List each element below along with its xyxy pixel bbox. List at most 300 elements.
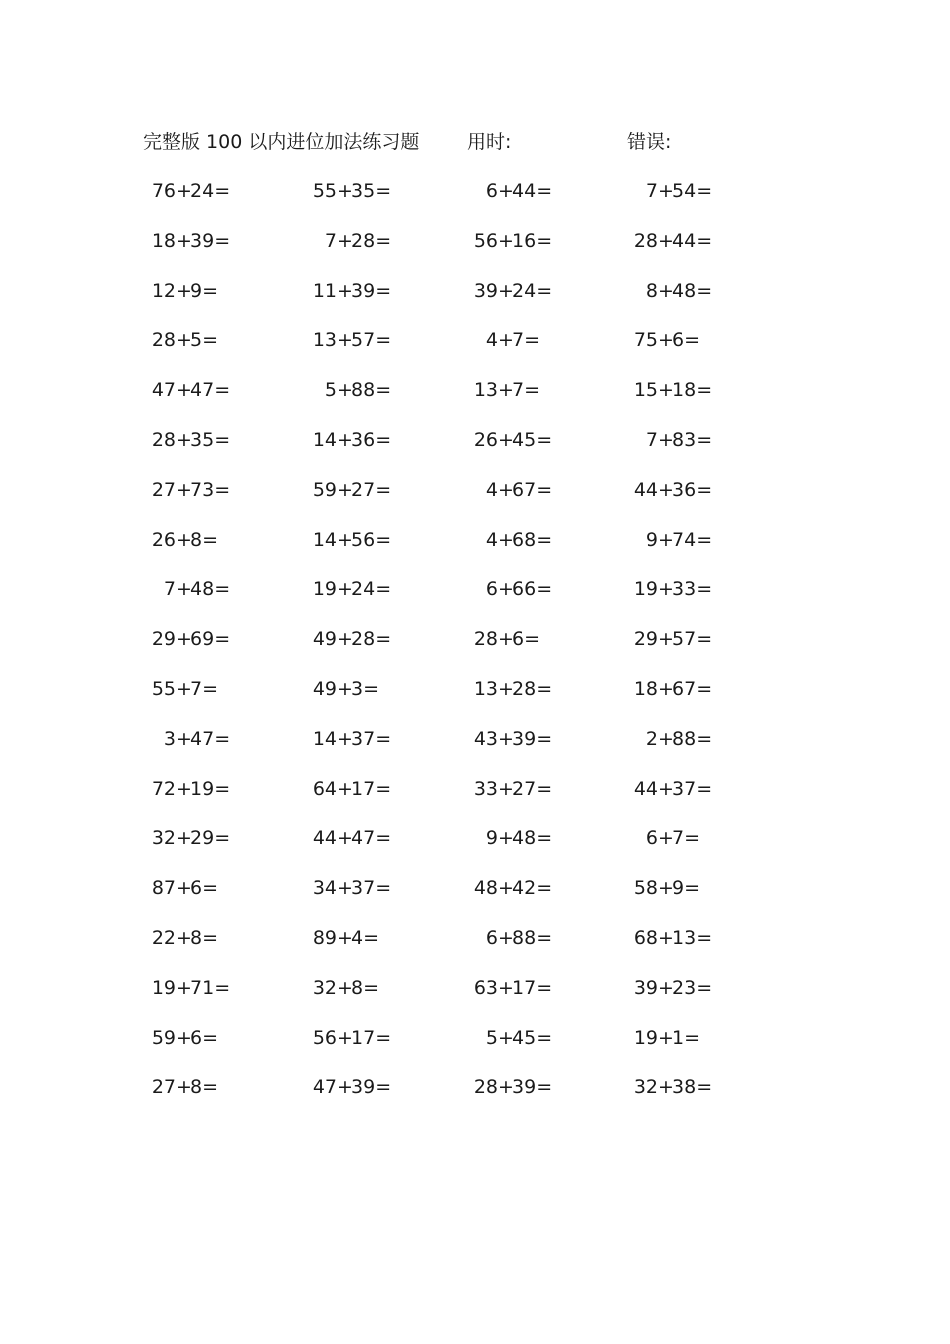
equals-sign: = — [536, 677, 553, 700]
addition-problem — [462, 375, 552, 405]
equals-sign: = — [375, 628, 392, 651]
first-addend: 39 — [633, 976, 658, 999]
first-addend: 33 — [473, 777, 498, 800]
equals-sign: = — [696, 926, 713, 949]
equals-sign: = — [536, 279, 553, 302]
equals-sign: = — [696, 777, 713, 800]
second-addend: 5 — [190, 329, 203, 352]
second-addend: 47 — [351, 827, 376, 850]
first-addend: 63 — [473, 976, 498, 999]
plus-sign: + — [658, 877, 674, 900]
second-addend: 48 — [672, 279, 697, 302]
second-addend: 42 — [512, 877, 537, 900]
plus-sign: + — [498, 628, 514, 651]
addition-problem — [301, 1023, 391, 1053]
equals-sign: = — [214, 578, 231, 601]
first-addend: 11 — [312, 279, 337, 302]
second-addend: 56 — [351, 528, 376, 551]
plus-sign: + — [658, 329, 674, 352]
second-addend: 29 — [190, 827, 215, 850]
problem-row — [0, 973, 950, 1023]
second-addend: 8 — [190, 926, 203, 949]
equals-sign: = — [202, 329, 219, 352]
first-addend: 32 — [151, 827, 176, 850]
addition-problem — [462, 176, 552, 206]
second-addend: 47 — [190, 379, 215, 402]
plus-sign: + — [337, 926, 353, 949]
problem-row — [0, 873, 950, 923]
first-addend: 14 — [312, 528, 337, 551]
first-addend: 28 — [151, 329, 176, 352]
plus-sign: + — [176, 827, 192, 850]
first-addend: 9 — [645, 528, 658, 551]
equals-sign: = — [363, 677, 380, 700]
addition-problem — [622, 276, 712, 306]
first-addend: 13 — [312, 329, 337, 352]
plus-sign: + — [337, 528, 353, 551]
plus-sign: + — [498, 329, 514, 352]
equals-sign: = — [536, 926, 553, 949]
equals-sign: = — [375, 1026, 392, 1049]
problem-row — [0, 276, 950, 326]
addition-problem — [622, 425, 712, 455]
plus-sign: + — [176, 777, 192, 800]
equals-sign: = — [214, 229, 231, 252]
equals-sign: = — [536, 777, 553, 800]
addition-problem — [140, 325, 230, 355]
second-addend: 83 — [672, 428, 697, 451]
addition-problem — [622, 475, 712, 505]
second-addend: 48 — [512, 827, 537, 850]
plus-sign: + — [658, 578, 674, 601]
second-addend: 33 — [672, 578, 697, 601]
second-addend: 39 — [351, 279, 376, 302]
first-addend: 27 — [151, 478, 176, 501]
addition-problem — [462, 1072, 552, 1102]
equals-sign: = — [214, 727, 231, 750]
addition-problem — [622, 724, 712, 754]
plus-sign: + — [498, 428, 514, 451]
plus-sign: + — [498, 677, 514, 700]
first-addend: 7 — [324, 229, 337, 252]
equals-sign: = — [696, 528, 713, 551]
problem-row — [0, 774, 950, 824]
problem-row — [0, 1023, 950, 1073]
second-addend: 8 — [190, 1076, 203, 1099]
addition-problem — [301, 176, 391, 206]
second-addend: 19 — [190, 777, 215, 800]
first-addend: 18 — [633, 677, 658, 700]
first-addend: 26 — [151, 528, 176, 551]
second-addend: 67 — [672, 677, 697, 700]
second-addend: 4 — [351, 926, 364, 949]
plus-sign: + — [337, 727, 353, 750]
plus-sign: + — [658, 827, 674, 850]
addition-problem — [622, 674, 712, 704]
plus-sign: + — [176, 180, 192, 202]
addition-problem — [462, 823, 552, 853]
first-addend: 19 — [633, 1026, 658, 1049]
equals-sign: = — [375, 877, 392, 900]
equals-sign: = — [524, 379, 541, 402]
equals-sign: = — [202, 1026, 219, 1049]
second-addend: 73 — [190, 478, 215, 501]
plus-sign: + — [658, 1076, 674, 1099]
plus-sign: + — [337, 229, 353, 252]
second-addend: 7 — [672, 827, 685, 850]
equals-sign: = — [536, 428, 553, 451]
equals-sign: = — [375, 229, 392, 252]
equals-sign: = — [202, 926, 219, 949]
plus-sign: + — [498, 777, 514, 800]
second-addend: 7 — [190, 677, 203, 700]
equals-sign: = — [536, 827, 553, 850]
plus-sign: + — [498, 578, 514, 601]
plus-sign: + — [498, 478, 514, 501]
addition-problem — [462, 674, 552, 704]
equals-sign: = — [214, 428, 231, 451]
equals-sign: = — [696, 628, 713, 651]
equals-sign: = — [214, 976, 231, 999]
second-addend: 17 — [351, 1026, 376, 1049]
equals-sign: = — [363, 926, 380, 949]
first-addend: 59 — [312, 478, 337, 501]
equals-sign: = — [696, 229, 713, 252]
addition-problem — [301, 923, 391, 953]
plus-sign: + — [176, 727, 192, 750]
plus-sign: + — [498, 379, 514, 402]
first-addend: 26 — [473, 428, 498, 451]
addition-problem — [622, 325, 712, 355]
first-addend: 56 — [473, 229, 498, 252]
plus-sign: + — [658, 777, 674, 800]
first-addend: 32 — [312, 976, 337, 999]
plus-sign: + — [337, 1076, 353, 1099]
plus-sign: + — [658, 628, 674, 651]
addition-problem — [462, 973, 552, 1003]
equals-sign: = — [363, 976, 380, 999]
second-addend: 37 — [351, 727, 376, 750]
first-addend: 48 — [473, 877, 498, 900]
first-addend: 55 — [151, 677, 176, 700]
addition-problem — [462, 574, 552, 604]
first-addend: 44 — [312, 827, 337, 850]
second-addend: 16 — [512, 229, 537, 252]
addition-problem — [622, 375, 712, 405]
first-addend: 12 — [151, 279, 176, 302]
plus-sign: + — [337, 677, 353, 700]
first-addend: 76 — [151, 180, 176, 202]
plus-sign: + — [498, 279, 514, 302]
addition-problem — [301, 226, 391, 256]
addition-problem — [301, 375, 391, 405]
addition-problem — [140, 973, 230, 1003]
plus-sign: + — [498, 926, 514, 949]
second-addend: 27 — [512, 777, 537, 800]
first-addend: 7 — [163, 578, 176, 601]
first-addend: 43 — [473, 727, 498, 750]
addition-problem — [301, 823, 391, 853]
addition-problem — [301, 525, 391, 555]
addition-problem — [462, 873, 552, 903]
first-addend: 64 — [312, 777, 337, 800]
plus-sign: + — [176, 628, 192, 651]
plus-sign: + — [498, 180, 514, 202]
plus-sign: + — [337, 777, 353, 800]
equals-sign: = — [696, 976, 713, 999]
plus-sign: + — [498, 1076, 514, 1099]
equals-sign: = — [375, 180, 392, 202]
addition-problem — [301, 724, 391, 754]
equals-sign: = — [684, 1026, 701, 1049]
addition-problem — [140, 923, 230, 953]
equals-sign: = — [696, 180, 713, 202]
equals-sign: = — [375, 578, 392, 601]
first-addend: 27 — [151, 1076, 176, 1099]
first-addend: 4 — [485, 478, 498, 501]
plus-sign: + — [658, 1026, 674, 1049]
equals-sign: = — [696, 428, 713, 451]
equals-sign: = — [202, 279, 219, 302]
addition-problem — [622, 226, 712, 256]
equals-sign: = — [214, 777, 231, 800]
plus-sign: + — [176, 976, 192, 999]
equals-sign: = — [536, 727, 553, 750]
equals-sign: = — [214, 827, 231, 850]
plus-sign: + — [337, 180, 353, 202]
first-addend: 58 — [633, 877, 658, 900]
problem-grid — [0, 176, 950, 1122]
plus-sign: + — [337, 877, 353, 900]
addition-problem — [622, 873, 712, 903]
second-addend: 1 — [672, 1026, 685, 1049]
plus-sign: + — [337, 976, 353, 999]
second-addend: 74 — [672, 528, 697, 551]
equals-sign: = — [375, 777, 392, 800]
second-addend: 24 — [190, 180, 215, 202]
addition-problem — [462, 325, 552, 355]
second-addend: 18 — [672, 379, 697, 402]
second-addend: 47 — [190, 727, 215, 750]
addition-problem — [301, 973, 391, 1003]
second-addend: 39 — [190, 229, 215, 252]
second-addend: 24 — [512, 279, 537, 302]
addition-problem — [462, 923, 552, 953]
plus-sign: + — [337, 379, 353, 402]
first-addend: 15 — [633, 379, 658, 402]
equals-sign: = — [536, 578, 553, 601]
first-addend: 49 — [312, 677, 337, 700]
addition-problem — [301, 624, 391, 654]
first-addend: 5 — [485, 1026, 498, 1049]
equals-sign: = — [375, 727, 392, 750]
addition-problem — [140, 425, 230, 455]
plus-sign: + — [337, 329, 353, 352]
equals-sign: = — [524, 329, 541, 352]
first-addend: 68 — [633, 926, 658, 949]
plus-sign: + — [658, 229, 674, 252]
plus-sign: + — [337, 478, 353, 501]
first-addend: 28 — [473, 628, 498, 651]
addition-problem — [462, 724, 552, 754]
equals-sign: = — [684, 877, 701, 900]
problem-row — [0, 624, 950, 674]
second-addend: 6 — [512, 628, 525, 651]
addition-problem — [140, 574, 230, 604]
equals-sign: = — [202, 1076, 219, 1099]
first-addend: 72 — [151, 777, 176, 800]
first-addend: 39 — [473, 279, 498, 302]
second-addend: 88 — [351, 379, 376, 402]
addition-problem — [462, 1023, 552, 1053]
plus-sign: + — [658, 727, 674, 750]
equals-sign: = — [696, 379, 713, 402]
second-addend: 17 — [351, 777, 376, 800]
problem-row — [0, 1072, 950, 1122]
problem-row — [0, 226, 950, 276]
addition-problem — [462, 624, 552, 654]
addition-problem — [622, 624, 712, 654]
equals-sign: = — [375, 478, 392, 501]
plus-sign: + — [176, 578, 192, 601]
addition-problem — [140, 475, 230, 505]
equals-sign: = — [536, 229, 553, 252]
plus-sign: + — [176, 329, 192, 352]
first-addend: 28 — [473, 1076, 498, 1099]
plus-sign: + — [658, 428, 674, 451]
second-addend: 48 — [190, 578, 215, 601]
addition-problem — [462, 276, 552, 306]
problem-row — [0, 724, 950, 774]
addition-problem — [140, 724, 230, 754]
plus-sign: + — [176, 1026, 192, 1049]
first-addend: 6 — [485, 926, 498, 949]
first-addend: 13 — [473, 379, 498, 402]
second-addend: 57 — [672, 628, 697, 651]
second-addend: 69 — [190, 628, 215, 651]
addition-problem — [462, 226, 552, 256]
equals-sign: = — [375, 329, 392, 352]
addition-problem — [462, 475, 552, 505]
addition-problem — [140, 823, 230, 853]
first-addend: 47 — [151, 379, 176, 402]
addition-problem — [140, 873, 230, 903]
second-addend: 6 — [190, 1026, 203, 1049]
addition-problem — [301, 276, 391, 306]
addition-problem — [301, 574, 391, 604]
addition-problem — [622, 525, 712, 555]
plus-sign: + — [658, 279, 674, 302]
equals-sign: = — [696, 578, 713, 601]
second-addend: 7 — [512, 329, 525, 352]
equals-sign: = — [214, 379, 231, 402]
equals-sign: = — [214, 180, 231, 202]
error-label: 错误: — [627, 131, 672, 153]
first-addend: 44 — [633, 478, 658, 501]
addition-problem — [622, 823, 712, 853]
addition-problem — [462, 425, 552, 455]
first-addend: 6 — [645, 827, 658, 850]
first-addend: 6 — [485, 578, 498, 601]
problem-row — [0, 176, 950, 226]
second-addend: 9 — [190, 279, 203, 302]
second-addend: 39 — [512, 1076, 537, 1099]
second-addend: 39 — [351, 1076, 376, 1099]
second-addend: 8 — [351, 976, 364, 999]
plus-sign: + — [176, 1076, 192, 1099]
first-addend: 55 — [312, 180, 337, 202]
first-addend: 44 — [633, 777, 658, 800]
addition-problem — [140, 226, 230, 256]
plus-sign: + — [176, 877, 192, 900]
first-addend: 29 — [151, 628, 176, 651]
plus-sign: + — [498, 827, 514, 850]
equals-sign: = — [375, 279, 392, 302]
first-addend: 6 — [485, 180, 498, 202]
second-addend: 24 — [351, 578, 376, 601]
equals-sign: = — [536, 478, 553, 501]
second-addend: 7 — [512, 379, 525, 402]
addition-problem — [301, 325, 391, 355]
first-addend: 2 — [645, 727, 658, 750]
plus-sign: + — [658, 528, 674, 551]
plus-sign: + — [498, 1026, 514, 1049]
first-addend: 7 — [645, 180, 658, 202]
addition-problem — [140, 276, 230, 306]
plus-sign: + — [176, 379, 192, 402]
plus-sign: + — [176, 478, 192, 501]
plus-sign: + — [658, 180, 674, 202]
second-addend: 13 — [672, 926, 697, 949]
plus-sign: + — [176, 926, 192, 949]
first-addend: 28 — [151, 428, 176, 451]
first-addend: 13 — [473, 677, 498, 700]
plus-sign: + — [337, 279, 353, 302]
first-addend: 4 — [485, 528, 498, 551]
equals-sign: = — [684, 329, 701, 352]
second-addend: 35 — [190, 428, 215, 451]
plus-sign: + — [337, 1026, 353, 1049]
problem-row — [0, 674, 950, 724]
plus-sign: + — [337, 428, 353, 451]
addition-problem — [301, 873, 391, 903]
first-addend: 19 — [633, 578, 658, 601]
first-addend: 87 — [151, 877, 176, 900]
plus-sign: + — [337, 578, 353, 601]
second-addend: 88 — [512, 926, 537, 949]
equals-sign: = — [202, 677, 219, 700]
problem-row — [0, 475, 950, 525]
plus-sign: + — [176, 279, 192, 302]
second-addend: 36 — [351, 428, 376, 451]
plus-sign: + — [658, 677, 674, 700]
first-addend: 3 — [163, 727, 176, 750]
addition-problem — [140, 525, 230, 555]
addition-problem — [301, 475, 391, 505]
addition-problem — [622, 1072, 712, 1102]
first-addend: 19 — [151, 976, 176, 999]
addition-problem — [301, 425, 391, 455]
plus-sign: + — [498, 229, 514, 252]
plus-sign: + — [658, 926, 674, 949]
first-addend: 89 — [312, 926, 337, 949]
addition-problem — [301, 1072, 391, 1102]
second-addend: 88 — [672, 727, 697, 750]
second-addend: 35 — [351, 180, 376, 202]
second-addend: 6 — [672, 329, 685, 352]
plus-sign: + — [337, 827, 353, 850]
addition-problem — [140, 1023, 230, 1053]
